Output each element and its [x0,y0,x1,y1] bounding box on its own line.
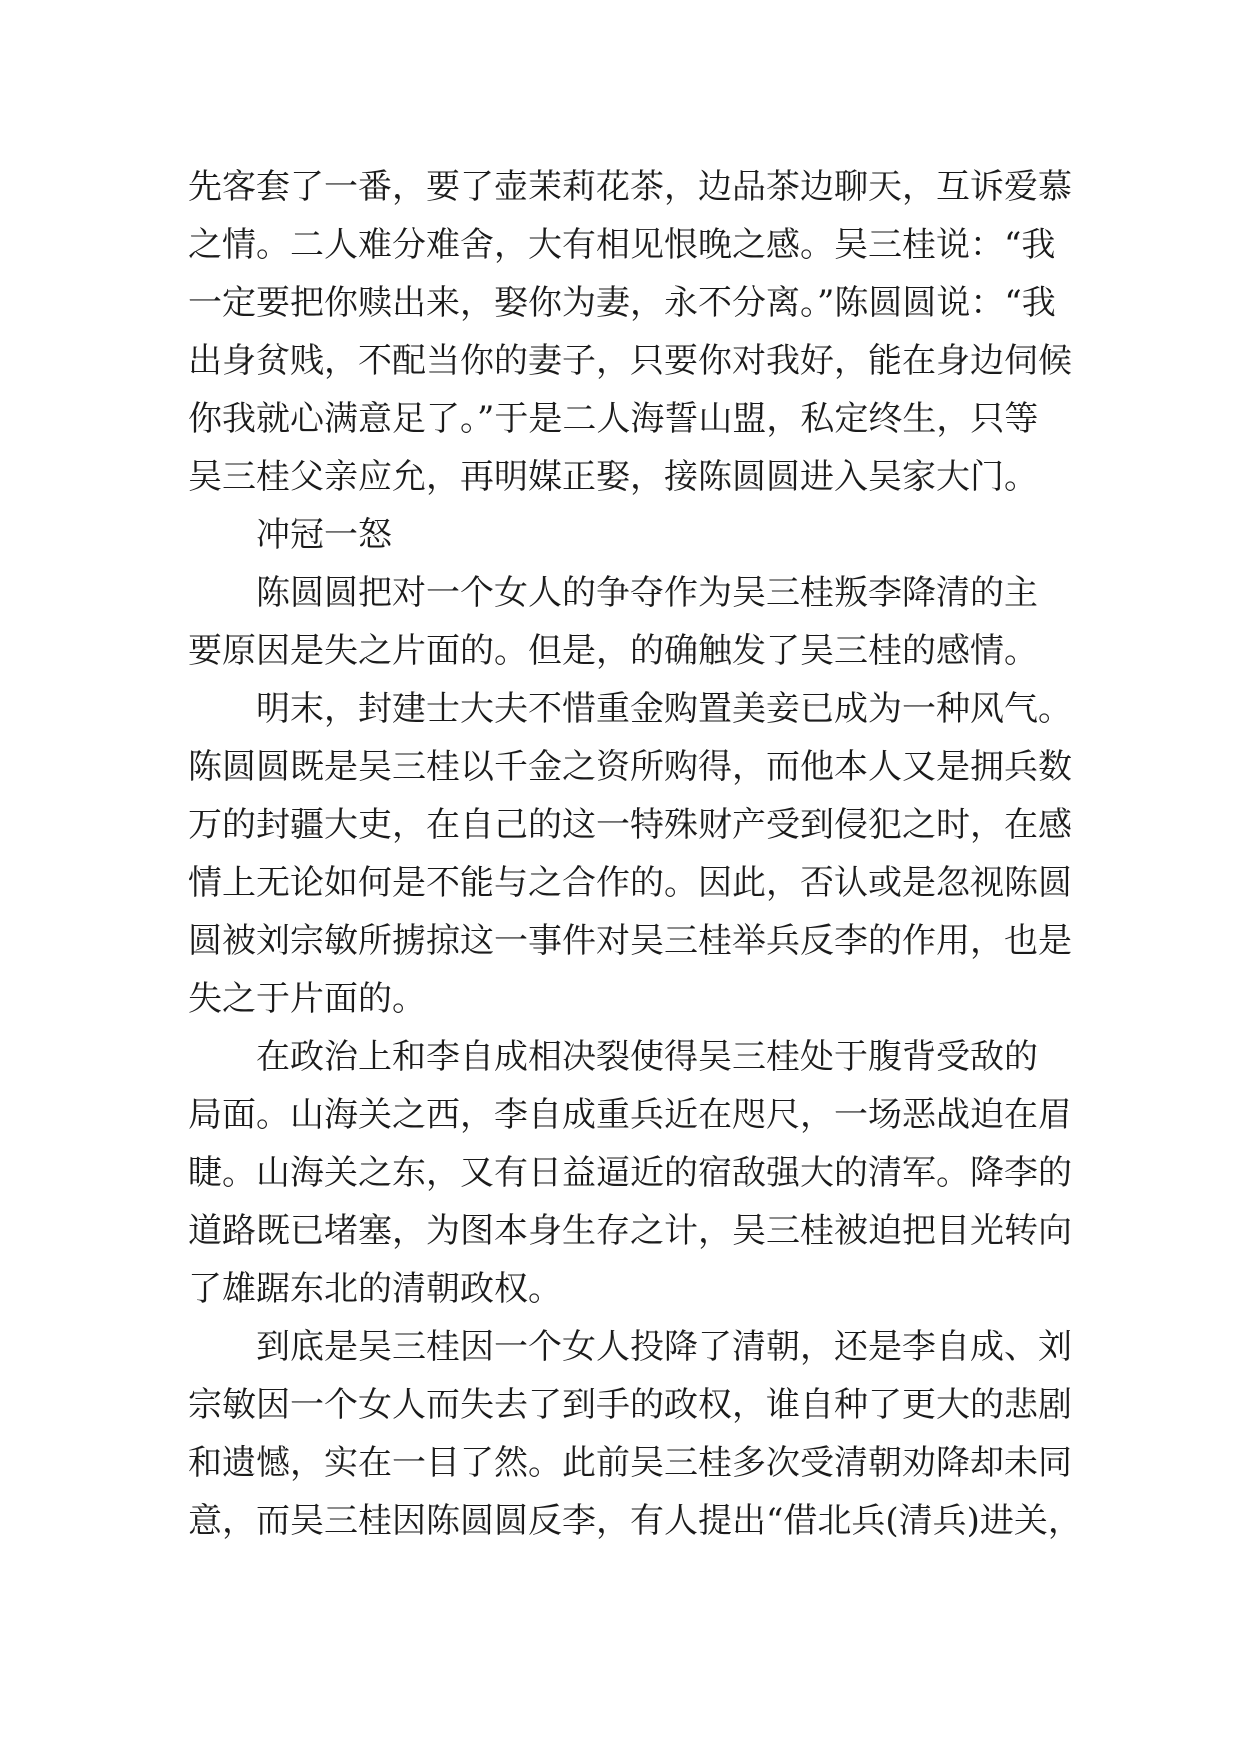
text-line: 睫。山海关之东，又有日益逼近的宿敌强大的清军。降李的 [188,1153,1072,1193]
text-line: 到底是吴三桂因一个女人投降了清朝，还是李自成、刘 [256,1327,1072,1367]
text-line: 先客套了一番，要了壶茉莉花茶，边品茶边聊天，互诉爱慕 [188,167,1072,207]
text-line: 万的封疆大吏，在自己的这一特殊财产受到侵犯之时，在感 [188,805,1072,845]
text-line: 之情。二人难分难舍，大有相见恨晚之感。吴三桂说：“我 [188,225,1056,265]
text-line: 宗敏因一个女人而失去了到手的政权，谁自种了更大的悲剧 [188,1385,1072,1425]
text-line: 情上无论如何是不能与之合作的。因此，否认或是忽视陈圆 [188,863,1072,903]
text-line: 和遗憾，实在一目了然。此前吴三桂多次受清朝劝降却未同 [188,1443,1072,1483]
text-line: 道路既已堵塞，为图本身生存之计，吴三桂被迫把目光转向 [188,1211,1072,1251]
text-line: 出身贫贱，不配当你的妻子，只要你对我好，能在身边伺候 [188,341,1072,381]
text-line: 明末，封建士大夫不惜重金购置美妾已成为一种风气。 [256,689,1072,729]
text-line: 你我就心满意足了。”于是二人海誓山盟，私定终生，只等 [188,399,1039,439]
text-line: 吴三桂父亲应允，再明媒正娶，接陈圆圆进入吴家大门。 [188,457,1038,497]
text-line: 意，而吴三桂因陈圆圆反李，有人提出“借北兵(清兵)进关， [188,1501,1082,1541]
text-line: 圆被刘宗敏所掳掠这一事件对吴三桂举兵反李的作用，也是 [188,921,1072,961]
text-line: 要原因是失之片面的。但是，的确触发了吴三桂的感情。 [188,631,1038,671]
text-line: 失之于片面的。 [188,979,426,1019]
text-line: 陈圆圆既是吴三桂以千金之资所购得，而他本人又是拥兵数 [188,747,1072,787]
text-line: 在政治上和李自成相决裂使得吴三桂处于腹背受敌的 [256,1037,1038,1077]
text-line: 局面。山海关之西，李自成重兵近在咫尺，一场恶战迫在眉 [188,1095,1072,1135]
text-line: 一定要把你赎出来，娶你为妻，永不分离。”陈圆圆说：“我 [188,283,1056,323]
text-line: 了雄踞东北的清朝政权。 [188,1269,562,1309]
text-line: 陈圆圆把对一个女人的争夺作为吴三桂叛李降清的主 [256,573,1038,613]
section-heading: 冲冠一怒 [256,515,392,555]
